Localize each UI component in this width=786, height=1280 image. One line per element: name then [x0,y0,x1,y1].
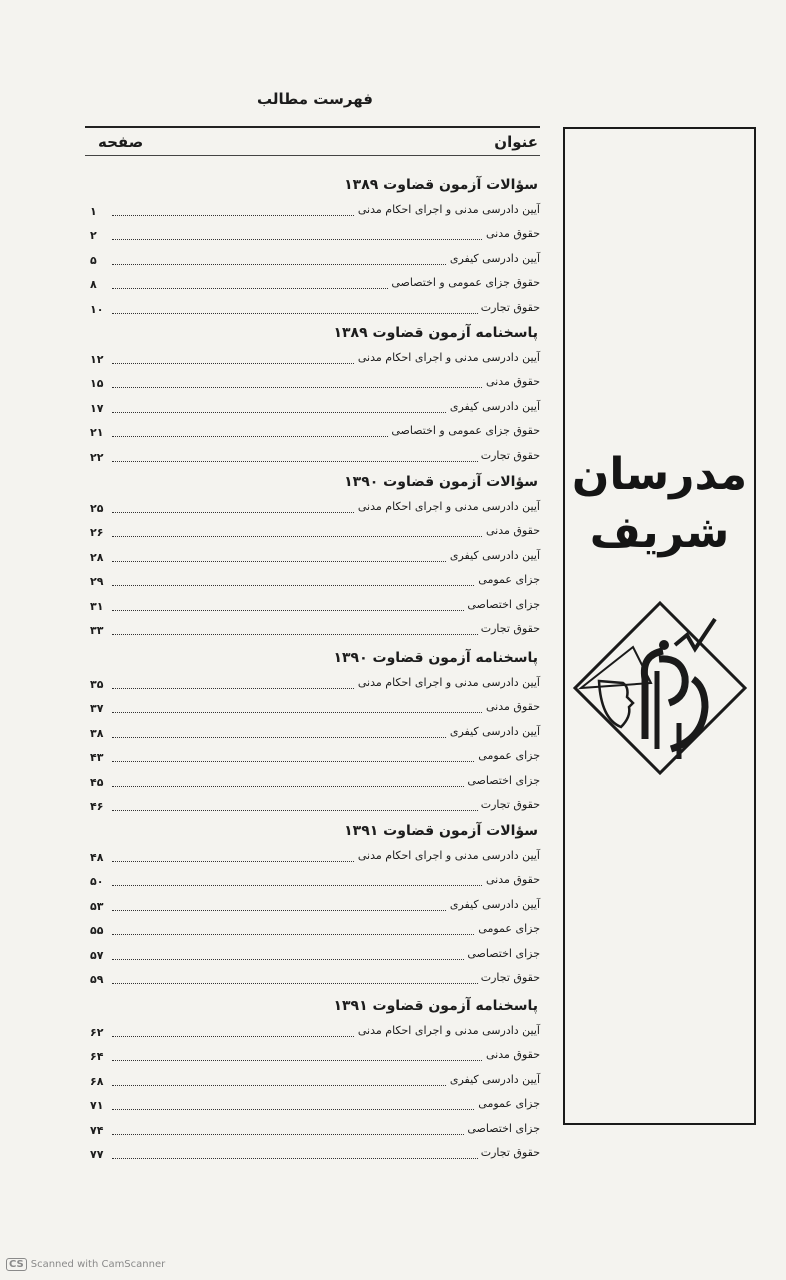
toc-entry[interactable] [90,449,540,469]
toc-entry-page: ۸ [90,278,97,292]
dot-leader [112,810,540,811]
section-heading: پاسخنامه آزمون قضاوت ۱۳۸۹ [333,325,538,341]
toc-entry-label: آیین دادرسی مدنی و اجرای احکام مدنی [355,1024,540,1037]
toc-entry-page: ۵ [90,253,97,267]
brand-name-line1: مدرسان [571,449,748,500]
toc-entry-label: حقوق جزای عمومی و اختصاصی [388,424,540,437]
toc-entry-page: ۳۵ [90,678,104,691]
toc-entry-label: حقوق تجارت [478,622,540,635]
toc-entry-label: آیین دادرسی کیفری [447,725,540,738]
toc-entry-label: آیین دادرسی کیفری [447,549,540,562]
page-title: فهرست مطالب [257,90,373,108]
toc-entry-page: ۲ [90,229,97,243]
toc-entry-label: جزای عمومی [475,922,540,935]
brand-logo-icon [571,599,749,777]
toc-entry-page: ۵۰ [90,875,104,889]
toc-entry[interactable] [90,375,540,395]
toc-entry-label: حقوق تجارت [478,1146,540,1159]
toc-entry-page: ۲۶ [90,526,104,540]
toc-entry-page: ۴۳ [90,751,104,765]
toc-entry-label: آیین دادرسی مدنی و اجرای احکام مدنی [355,203,540,216]
section-heading: پاسخنامه آزمون قضاوت ۱۳۹۱ [333,998,538,1014]
toc-entry-label: حقوق مدنی [483,227,540,240]
toc-entry[interactable] [90,849,540,869]
camscanner-badge: CS [6,1258,27,1271]
toc-entry-label: جزای عمومی [475,749,540,762]
toc-entry-label: حقوق جزای عمومی و اختصاصی [388,276,540,289]
toc-entry[interactable] [90,252,540,272]
toc-entry-page: ۴۵ [90,775,104,789]
toc-entry[interactable] [90,774,540,794]
toc-entry-label: حقوق تجارت [478,301,540,314]
dot-leader [112,885,540,886]
toc-entry[interactable] [90,1122,540,1142]
dot-leader [112,634,540,635]
toc-entry[interactable] [90,1048,540,1068]
toc-entry-label: جزای اختصاصی [464,598,540,611]
toc-entry-label: جزای اختصاصی [464,774,540,787]
dot-leader [112,313,540,314]
toc-entry-page: ۵۷ [90,948,104,962]
camscanner-text: Scanned with CamScanner [30,1259,166,1270]
toc-entry[interactable] [90,549,540,569]
toc-entry-page: ۳۳ [90,624,104,637]
toc-entry[interactable] [90,873,540,893]
toc-entry-page: ۲۸ [90,550,104,564]
toc-entry-label: آیین دادرسی مدنی و اجرای احکام مدنی [355,849,540,862]
toc-entry[interactable] [90,898,540,918]
toc-entry-label: آیین دادرسی مدنی و اجرای احکام مدنی [355,351,540,364]
toc-entry-label: آیین دادرسی مدنی و اجرای احکام مدنی [355,500,540,513]
brand-panel [563,127,756,1125]
toc-entry-label: آیین دادرسی کیفری [447,400,540,413]
toc-entry[interactable] [90,524,540,544]
brand-name-line2: شریف [589,507,730,558]
toc-entry[interactable] [90,400,540,420]
dot-leader [112,1060,540,1061]
dot-leader [112,983,540,984]
toc-entry-page: ۴۶ [90,800,104,813]
toc-entry-page: ۳۱ [90,599,104,613]
toc-entry-label: حقوق مدنی [483,700,540,713]
section-heading: پاسخنامه آزمون قضاوت ۱۳۹۰ [333,650,538,666]
toc-entry[interactable] [90,1146,540,1166]
dot-leader [112,536,540,537]
toc-entry-page: ۴۸ [90,851,104,864]
toc-entry[interactable] [90,1073,540,1093]
toc-entry-label: جزای عمومی [475,1097,540,1110]
toc-entry[interactable] [90,598,540,618]
toc-entry-page: ۷۱ [90,1099,104,1113]
toc-entry[interactable] [90,798,540,818]
toc-entry-label: حقوق مدنی [483,1048,540,1061]
section-heading: سؤالات آزمون قضاوت ۱۳۹۰ [344,474,538,490]
toc-entry-label: جزای عمومی [475,573,540,586]
toc-entry-page: ۲۱ [90,426,104,440]
toc-entry[interactable] [90,301,540,321]
dot-leader [112,461,540,462]
dot-leader [112,387,540,388]
toc-entry-page: ۷۷ [90,1148,104,1161]
toc-entry-page: ۱۵ [90,377,104,391]
toc-entry-page: ۳۸ [90,726,104,740]
toc-entry[interactable] [90,1097,540,1117]
toc-entry[interactable] [90,971,540,991]
toc-entry-page: ۵۵ [90,924,104,938]
toc-entry-page: ۳۷ [90,702,104,716]
toc-entry[interactable] [90,276,540,296]
toc-entry-page: ۶۲ [90,1026,104,1039]
toc-entry-page: ۵۹ [90,973,104,986]
toc-entry-label: جزای اختصاصی [464,1122,540,1135]
toc-entry-label: آیین دادرسی کیفری [447,252,540,265]
scanner-watermark [6,1259,165,1270]
column-title-heading: عنوان [494,133,538,151]
toc-entry[interactable] [90,947,540,967]
toc-entry[interactable] [90,700,540,720]
toc-entry-label: جزای اختصاصی [464,947,540,960]
toc-entry-label: حقوق تجارت [478,798,540,811]
toc-entry[interactable] [90,500,540,520]
toc-entry[interactable] [90,622,540,642]
toc-entry-page: ۱۲ [90,353,104,366]
toc-entry-page: ۲۲ [90,450,104,464]
toc-entry-label: حقوق مدنی [483,375,540,388]
toc-entry[interactable] [90,676,540,696]
toc-entry-page: ۵۳ [90,899,104,913]
toc-entry-label: حقوق مدنی [483,873,540,886]
toc-entry-label: آیین دادرسی مدنی و اجرای احکام مدنی [355,676,540,689]
toc-entry[interactable] [90,749,540,769]
toc-entry[interactable] [90,424,540,444]
toc-entry-label: حقوق تجارت [478,449,540,462]
toc-entry[interactable] [90,573,540,593]
toc-entry-page: ۱۷ [90,401,104,415]
dot-leader [112,712,540,713]
toc-entry[interactable] [90,1024,540,1044]
toc-entry-page: ۲۹ [90,575,104,589]
dot-leader [112,239,540,240]
toc-entry-label: آیین دادرسی کیفری [447,1073,540,1086]
dot-leader [112,1158,540,1159]
column-page-heading: صفحه [98,133,144,151]
toc-entry[interactable] [90,203,540,223]
toc-entry-page: ۱ [90,205,97,218]
toc-entry-label: حقوق تجارت [478,971,540,984]
toc-entry-label: حقوق مدنی [483,524,540,537]
toc-entry-page: ۷۴ [90,1123,104,1137]
toc-entry-page: ۲۵ [90,502,104,515]
toc-entry[interactable] [90,922,540,942]
toc-entry[interactable] [90,351,540,371]
toc-entry[interactable] [90,725,540,745]
toc-entry-label: آیین دادرسی کیفری [447,898,540,911]
section-heading: سؤالات آزمون قضاوت ۱۳۹۱ [344,823,538,839]
toc-entry-page: ۶۸ [90,1074,104,1088]
toc-entry[interactable] [90,227,540,247]
section-heading: سؤالات آزمون قضاوت ۱۳۸۹ [344,177,538,193]
toc-entry-page: ۶۴ [90,1050,104,1064]
toc-entry-page: ۱۰ [90,302,104,316]
